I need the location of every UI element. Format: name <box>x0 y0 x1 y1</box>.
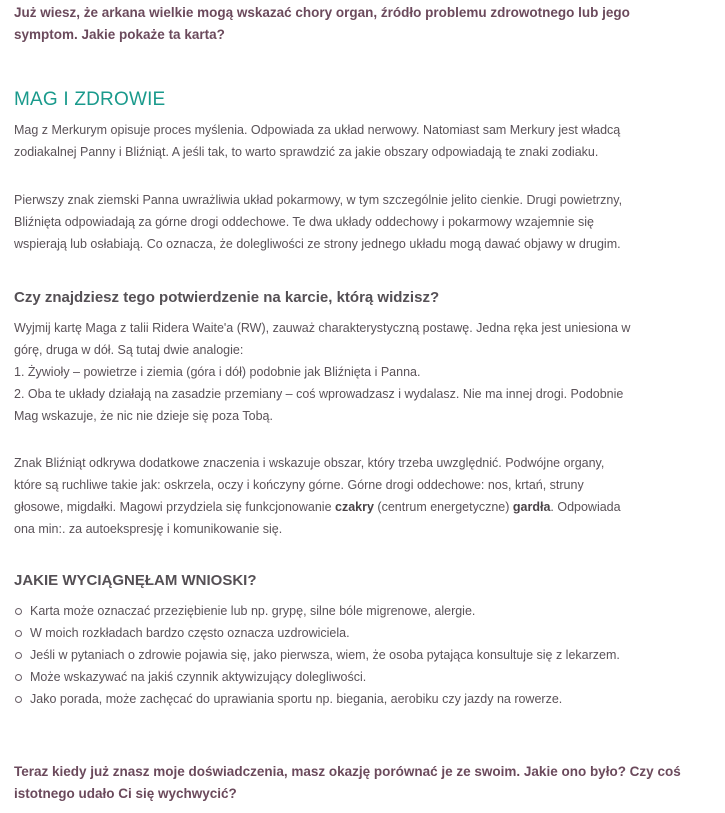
question-heading: Czy znajdziesz tego potwierdzenie na karcie, którą widzisz? <box>14 289 440 306</box>
paragraph-line: 1. Żywioły – powietrze i ziemia (góra i dół) podobnie jak Bliźnięta i Panna. <box>14 365 421 379</box>
paragraph-line: ona min:. za autoekspresję i komunikowanie się. <box>14 522 283 536</box>
paragraph-line: Pierwszy znak ziemski Panna uwrażliwia układ pokarmowy, w tym szczególnie jelito cienkie. Drugi powietrzny, <box>14 193 623 207</box>
circle-bullet-icon <box>15 608 22 615</box>
circle-bullet-icon <box>15 630 22 637</box>
paragraph-line: Mag z Merkurym opisuje proces myślenia. Odpowiada za układ nerwowy. Natomiast sam Merkury jest władcą <box>14 123 621 137</box>
circle-bullet-icon <box>15 652 22 659</box>
paragraph-line: Wyjmij kartę Maga z talii Ridera Waite'a (RW), zauważ charakterystyczną postawę. Jedna ręka jest uniesiona w <box>14 321 631 335</box>
circle-bullet-icon <box>15 696 22 703</box>
list-item <box>14 666 620 688</box>
list-item <box>14 644 620 666</box>
outro-question <box>14 761 681 805</box>
paragraph-line: 2. Oba te układy działają na zasadzie przemiany – coś wprowadzasz i wydalasz. Nie ma innej drogi. Podobnie <box>14 387 624 401</box>
paragraph-card <box>14 317 712 427</box>
list-item <box>14 600 620 622</box>
list-item-text: Jeśli w pytaniach o zdrowie pojawia się, jako pierwsza, wiem, że osoba pytająca konsultuje się z lekarzem. <box>30 648 620 662</box>
paragraph-line: zodiakalnej Panny i Bliźniąt. A jeśli tak, to warto sprawdzić za jakie obszary odpowiadają te znaki zodiaku. <box>14 145 599 159</box>
list-item-text: W moich rozkładach bardzo często oznacza uzdrowiciela. <box>30 626 350 640</box>
paragraph-mercury <box>14 119 712 163</box>
paragraph-virgo-gemini <box>14 189 712 255</box>
paragraph-gemini-organs <box>14 452 712 540</box>
list-item <box>14 688 620 710</box>
paragraph-line: Znak Bliźniąt odkrywa dodatkowe znaczenia i wskazuje obszar, który trzeba uwzględnić. Podwójne organy, <box>14 456 605 470</box>
intro-question <box>14 2 630 46</box>
paragraph-line: Mag wskazuje, że nic nie dzieje się poza Tobą. <box>14 409 273 423</box>
intro-line-1: Już wiesz, że arkana wielkie mogą wskazać chory organ, źródło problemu zdrowotnego lub jego <box>14 5 630 20</box>
chakra-bold: czakry <box>335 500 374 514</box>
paragraph-line: wspierają lub osłabiają. Co oznacza, że dolegliwości ze strony jednego układu mogą dawać objawy w drugim. <box>14 237 621 251</box>
conclusions-heading: JAKIE WYCIĄGNĘŁAM WNIOSKI? <box>14 572 257 589</box>
paragraph-line: Bliźnięta odpowiadają za górne drogi oddechowe. Te dwa układy oddechowy i pokarmowy wzajemnie się <box>14 215 594 229</box>
list-item-text: Może wskazywać na jakiś czynnik aktywizujący dolegliwości. <box>30 670 367 684</box>
text-span: . Odpowiada <box>550 500 621 514</box>
paragraph-line: które są ruchliwe takie jak: oskrzela, oczy i kończyny górne. Górne drogi oddechowe: nos, krtań, struny <box>14 478 584 492</box>
conclusions-list <box>14 600 620 710</box>
paragraph-line <box>14 496 712 518</box>
list-item-text: Jako porada, może zachęcać do uprawiania sportu np. biegania, aerobiku czy jazdy na rowerze. <box>30 692 563 706</box>
throat-bold: gardła <box>512 500 551 514</box>
paragraph-line: górę, druga w dół. Są tutaj dwie analogie: <box>14 343 244 357</box>
list-item-text: Karta może oznaczać przeziębienie lub np. grypę, silne bóle migrenowe, alergie. <box>30 604 476 618</box>
outro-line-2: istotnego udało Ci się wychwycić? <box>14 786 237 801</box>
text-span: głosowe, migdałki. Magowi przydziela się funkcjonowanie <box>14 500 335 514</box>
text-span: (centrum energetyczne) <box>373 500 513 514</box>
circle-bullet-icon <box>15 674 22 681</box>
section-title: MAG I ZDROWIE <box>14 89 166 110</box>
intro-line-2: symptom. Jakie pokaże ta karta? <box>14 27 225 42</box>
list-item <box>14 622 620 644</box>
outro-line-1: Teraz kiedy już znasz moje doświadczenia, masz okazję porównać je ze swoim. Jakie ono było? Czy coś <box>14 764 681 779</box>
